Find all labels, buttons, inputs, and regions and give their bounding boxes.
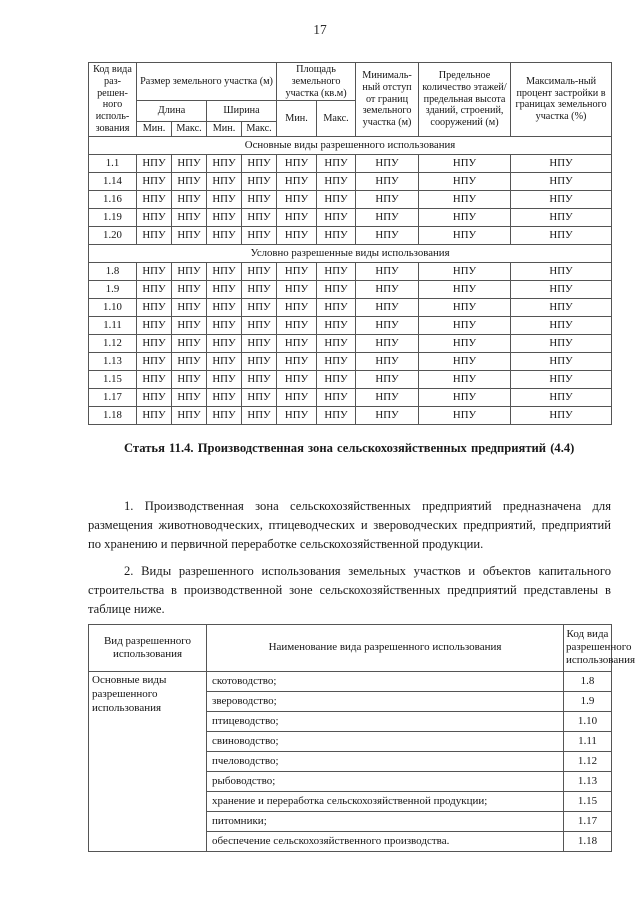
row-value: НПУ	[356, 388, 419, 406]
row-value: НПУ	[242, 298, 277, 316]
table-row	[89, 154, 612, 172]
usage-name: птицеводство;	[207, 711, 564, 731]
table-row	[89, 406, 612, 424]
usage-name: хранение и переработка сельскохозяйственной продукции;	[207, 791, 564, 811]
row-value: НПУ	[172, 280, 207, 298]
row-value: НПУ	[242, 208, 277, 226]
row-value: НПУ	[242, 154, 277, 172]
row-value: НПУ	[242, 226, 277, 244]
table-row	[89, 352, 612, 370]
row-value: НПУ	[207, 370, 242, 388]
row-value: НПУ	[207, 226, 242, 244]
header-area-min: Мин.	[277, 101, 317, 136]
row-value: НПУ	[242, 190, 277, 208]
row-value: НПУ	[207, 208, 242, 226]
row-value: НПУ	[137, 208, 172, 226]
row-value: НПУ	[511, 190, 612, 208]
table-row	[89, 334, 612, 352]
row-value: НПУ	[277, 406, 317, 424]
row-value: НПУ	[242, 172, 277, 190]
row-value: НПУ	[207, 388, 242, 406]
usage-code: 1.18	[564, 831, 612, 851]
row-value: НПУ	[356, 316, 419, 334]
table-row	[89, 172, 612, 190]
table-row	[89, 190, 612, 208]
row-value: НПУ	[419, 388, 511, 406]
table-row	[89, 316, 612, 334]
table-row	[89, 388, 612, 406]
row-value: НПУ	[172, 172, 207, 190]
row-value: НПУ	[137, 388, 172, 406]
row-code: 1.1	[89, 154, 137, 172]
row-value: НПУ	[356, 208, 419, 226]
row-value: НПУ	[419, 406, 511, 424]
usage-name: обеспечение сельскохозяйственного производства.	[207, 831, 564, 851]
usage-name: питомники;	[207, 811, 564, 831]
row-value: НПУ	[277, 262, 317, 280]
table-row	[89, 298, 612, 316]
row-value: НПУ	[242, 334, 277, 352]
row-code: 1.17	[89, 388, 137, 406]
row-value: НПУ	[511, 262, 612, 280]
article-heading: Статья 11.4. Производственная зона сельскохозяйственных предприятий (4.4)	[124, 441, 575, 455]
usage-header-code: Код вида разрешенного использования	[564, 625, 612, 672]
row-value: НПУ	[356, 154, 419, 172]
row-value: НПУ	[277, 334, 317, 352]
row-value: НПУ	[242, 406, 277, 424]
table-row	[89, 370, 612, 388]
row-value: НПУ	[137, 190, 172, 208]
row-value: НПУ	[277, 226, 317, 244]
row-value: НПУ	[172, 406, 207, 424]
row-value: НПУ	[317, 352, 356, 370]
row-value: НПУ	[172, 208, 207, 226]
row-value: НПУ	[511, 406, 612, 424]
row-value: НПУ	[207, 280, 242, 298]
row-value: НПУ	[356, 298, 419, 316]
header-width-min: Мин.	[207, 122, 242, 137]
row-value: НПУ	[242, 262, 277, 280]
row-value: НПУ	[242, 280, 277, 298]
row-value: НПУ	[277, 190, 317, 208]
usage-header-row	[89, 625, 612, 672]
row-value: НПУ	[317, 298, 356, 316]
usage-group-label: Основные виды разрешенного использования	[89, 671, 207, 851]
row-code: 1.15	[89, 370, 137, 388]
row-code: 1.9	[89, 280, 137, 298]
row-value: НПУ	[317, 406, 356, 424]
header-length: Длина	[137, 101, 207, 122]
usage-name: звероводство;	[207, 691, 564, 711]
row-value: НПУ	[172, 298, 207, 316]
row-value: НПУ	[277, 280, 317, 298]
row-value: НПУ	[172, 154, 207, 172]
row-value: НПУ	[137, 280, 172, 298]
row-value: НПУ	[356, 190, 419, 208]
usage-code: 1.11	[564, 731, 612, 751]
row-value: НПУ	[277, 298, 317, 316]
permitted-use-table	[88, 624, 636, 852]
row-value: НПУ	[317, 334, 356, 352]
row-value: НПУ	[137, 406, 172, 424]
row-value: НПУ	[511, 316, 612, 334]
row-value: НПУ	[511, 388, 612, 406]
row-value: НПУ	[207, 334, 242, 352]
usage-table-body	[89, 671, 612, 851]
row-value: НПУ	[419, 262, 511, 280]
row-value: НПУ	[172, 388, 207, 406]
header-plot-area: Площадь земельного участка (кв.м)	[277, 63, 356, 101]
row-value: НПУ	[356, 352, 419, 370]
row-value: НПУ	[172, 262, 207, 280]
row-value: НПУ	[511, 298, 612, 316]
row-value: НПУ	[137, 262, 172, 280]
row-value: НПУ	[207, 316, 242, 334]
usage-code: 1.10	[564, 711, 612, 731]
usage-code: 1.8	[564, 671, 612, 691]
header-max-floors: Предельное количество этажей/ предельная высота зданий, строений, сооружений (м)	[419, 63, 511, 137]
row-value: НПУ	[317, 154, 356, 172]
row-value: НПУ	[419, 172, 511, 190]
row-code: 1.18	[89, 406, 137, 424]
row-value: НПУ	[511, 280, 612, 298]
usage-code: 1.9	[564, 691, 612, 711]
row-value: НПУ	[356, 370, 419, 388]
zoning-parameters-table	[88, 62, 612, 425]
zoning-table-header	[89, 63, 612, 137]
header-max-percent: Максималь-ный процент застройки в границах земельного участка (%)	[511, 63, 612, 137]
row-code: 1.10	[89, 298, 137, 316]
row-value: НПУ	[511, 370, 612, 388]
table-row	[89, 280, 612, 298]
row-value: НПУ	[137, 352, 172, 370]
article-paragraph-1: 1. Производственная зона сельскохозяйственных предприятий предназначена для размещения животноводческих, птицеводческих и звероводческих предприятий, предприятий по хранению и первичной переработке сельскохозяйственной продукции.	[88, 499, 611, 551]
row-code: 1.12	[89, 334, 137, 352]
row-value: НПУ	[172, 316, 207, 334]
list-item	[89, 671, 612, 691]
row-value: НПУ	[137, 370, 172, 388]
row-value: НПУ	[172, 226, 207, 244]
row-value: НПУ	[277, 370, 317, 388]
row-value: НПУ	[317, 388, 356, 406]
row-value: НПУ	[317, 370, 356, 388]
usage-header-kind: Вид разрешенного использования	[89, 625, 207, 672]
row-value: НПУ	[511, 226, 612, 244]
row-value: НПУ	[207, 298, 242, 316]
header-width: Ширина	[207, 101, 277, 122]
row-value: НПУ	[419, 190, 511, 208]
usage-code: 1.12	[564, 751, 612, 771]
row-value: НПУ	[317, 208, 356, 226]
row-value: НПУ	[172, 334, 207, 352]
row-value: НПУ	[137, 154, 172, 172]
row-value: НПУ	[137, 172, 172, 190]
row-value: НПУ	[356, 262, 419, 280]
row-code: 1.13	[89, 352, 137, 370]
usage-name: скотоводство;	[207, 671, 564, 691]
row-value: НПУ	[137, 298, 172, 316]
row-value: НПУ	[356, 280, 419, 298]
row-value: НПУ	[317, 262, 356, 280]
row-value: НПУ	[419, 226, 511, 244]
article-paragraph-2: 2. Виды разрешенного использования земельных участков и объектов капитального строительства в производственной зоне сельскохозяйственных предприятий представлены в таблице ниже.	[88, 564, 611, 616]
row-value: НПУ	[207, 406, 242, 424]
header-min-setback: Минималь-ный отступ от границ земельного участка (м)	[356, 63, 419, 137]
zoning-table-body	[89, 136, 612, 424]
row-code: 1.19	[89, 208, 137, 226]
row-value: НПУ	[317, 226, 356, 244]
usage-table-header	[89, 625, 636, 672]
row-value: НПУ	[242, 388, 277, 406]
row-value: НПУ	[172, 352, 207, 370]
row-value: НПУ	[172, 370, 207, 388]
row-value: НПУ	[277, 352, 317, 370]
row-value: НПУ	[137, 316, 172, 334]
header-width-max: Макс.	[242, 122, 277, 137]
row-value: НПУ	[419, 280, 511, 298]
row-value: НПУ	[277, 316, 317, 334]
header-plot-size: Размер земельного участка (м)	[137, 63, 277, 101]
header-length-max: Макс.	[172, 122, 207, 137]
page-number: 17	[313, 22, 327, 37]
row-value: НПУ	[356, 406, 419, 424]
row-value: НПУ	[277, 154, 317, 172]
row-value: НПУ	[419, 316, 511, 334]
table-row	[89, 262, 612, 280]
row-value: НПУ	[207, 352, 242, 370]
usage-header-name: Наименование вида разрешенного использования	[207, 625, 564, 672]
table-row	[89, 208, 612, 226]
table-row	[89, 226, 612, 244]
section-conditional-uses	[89, 244, 612, 262]
row-value: НПУ	[242, 352, 277, 370]
row-value: НПУ	[207, 172, 242, 190]
row-code: 1.8	[89, 262, 137, 280]
row-value: НПУ	[356, 334, 419, 352]
usage-code: 1.13	[564, 771, 612, 791]
row-value: НПУ	[207, 262, 242, 280]
row-value: НПУ	[207, 154, 242, 172]
row-value: НПУ	[419, 334, 511, 352]
row-value: НПУ	[277, 388, 317, 406]
header-row-1	[89, 63, 612, 101]
usage-name: рыбоводство;	[207, 771, 564, 791]
row-value: НПУ	[511, 334, 612, 352]
header-length-min: Мин.	[137, 122, 172, 137]
row-value: НПУ	[356, 172, 419, 190]
row-value: НПУ	[511, 352, 612, 370]
usage-name: свиноводство;	[207, 731, 564, 751]
row-value: НПУ	[242, 370, 277, 388]
usage-code: 1.15	[564, 791, 612, 811]
row-value: НПУ	[419, 370, 511, 388]
row-value: НПУ	[137, 226, 172, 244]
row-code: 1.14	[89, 172, 137, 190]
row-value: НПУ	[419, 352, 511, 370]
row-value: НПУ	[277, 208, 317, 226]
row-code: 1.16	[89, 190, 137, 208]
row-value: НПУ	[356, 226, 419, 244]
row-value: НПУ	[317, 316, 356, 334]
row-value: НПУ	[419, 208, 511, 226]
row-value: НПУ	[419, 298, 511, 316]
usage-code: 1.17	[564, 811, 612, 831]
row-value: НПУ	[207, 190, 242, 208]
row-value: НПУ	[277, 172, 317, 190]
header-area-max: Макс.	[317, 101, 356, 136]
row-value: НПУ	[419, 154, 511, 172]
section-main-uses	[89, 136, 612, 154]
section-main-uses-label: Основные виды разрешенного использования	[89, 136, 612, 154]
row-value: НПУ	[511, 172, 612, 190]
section-conditional-uses-label: Условно разрешенные виды использования	[89, 244, 612, 262]
row-code: 1.20	[89, 226, 137, 244]
row-code: 1.11	[89, 316, 137, 334]
row-value: НПУ	[317, 190, 356, 208]
row-value: НПУ	[317, 280, 356, 298]
row-value: НПУ	[137, 334, 172, 352]
header-code-kind: Код вида раз-решен-ного исполь-зования	[89, 63, 137, 137]
row-value: НПУ	[511, 154, 612, 172]
row-value: НПУ	[242, 316, 277, 334]
row-value: НПУ	[511, 208, 612, 226]
row-value: НПУ	[172, 190, 207, 208]
usage-name: пчеловодство;	[207, 751, 564, 771]
row-value: НПУ	[317, 172, 356, 190]
